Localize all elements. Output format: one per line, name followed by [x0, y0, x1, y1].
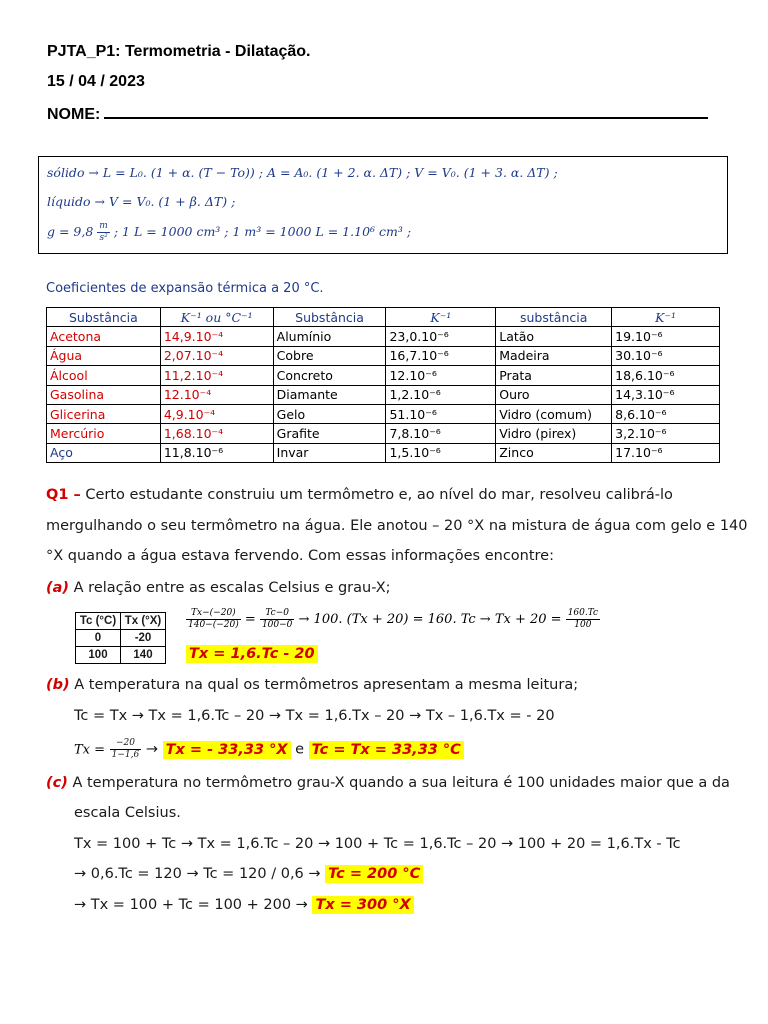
table-cell: 140 [121, 647, 166, 664]
table-row [76, 630, 166, 647]
table-cell: Acetona [47, 327, 161, 346]
table-cell: Cobre [273, 346, 386, 365]
table-cell: Madeira [496, 346, 612, 365]
table-cell: Glicerina [47, 404, 161, 423]
table-cell: 0 [76, 630, 121, 647]
table-row [47, 443, 720, 462]
fraction-minus20: $\frac{-20}{1-1,6}$ [111, 738, 140, 760]
table-cell: Ouro [496, 385, 612, 404]
table-cell: -20 [121, 630, 166, 647]
table-cell: 3,2.10⁻⁶ [612, 424, 720, 443]
name-underline [104, 103, 708, 119]
table-cell: Vidro (pirex) [496, 424, 612, 443]
coef-header: K⁻¹ ou °C⁻¹ [160, 308, 273, 327]
part-a-label: (a) [46, 580, 70, 596]
table-cell: Álcool [47, 366, 161, 385]
calibration-table [75, 612, 166, 664]
formula-liquid: líquido → V = V₀. (1 + β. ΔT) ; [47, 194, 236, 209]
table-cell: Zinco [496, 443, 612, 462]
coef-header: Substância [47, 308, 161, 327]
coef-header: substância [496, 308, 612, 327]
q1-line2: mergulhando o seu termômetro na água. Ele anotou – 20 °X na mistura de água com gelo e 140 [46, 518, 748, 534]
coef-header: K⁻¹ [386, 308, 496, 327]
part-c-text: A temperatura no termômetro grau-X quando a sua leitura é 100 unidades maior que a da [67, 775, 730, 791]
part-a-equation: $\frac{Tx-(-20)}{140-(-20)}$ = $\frac{Tc-0}{100-0}$ → 100. (Tx + 20) = 160. Tc → Tx + 20 = $\frac{160.Tc}{100}$ [188, 608, 599, 630]
q1-label: Q1 – [46, 487, 81, 503]
part-b-line2: Tx = $\frac{-20}{1-1,6}$ → Tx = - 33,33 °X e Tc = Tx = 33,33 °C [74, 738, 464, 761]
gravity-value: g = 9,8 [47, 224, 94, 239]
table-row [47, 424, 720, 443]
formula-units [47, 221, 411, 244]
table-cell: Gasolina [47, 385, 161, 404]
answer-highlight: Tx = 300 °X [312, 896, 413, 914]
table-cell: 100 [76, 647, 121, 664]
name-label: NOME: [47, 106, 101, 123]
table-row [47, 327, 720, 346]
fraction-tx: $\frac{Tx-(-20)}{140-(-20)}$ [188, 608, 239, 630]
table-cell: Mercúrio [47, 424, 161, 443]
table-cell: 8,6.10⁻⁶ [612, 404, 720, 423]
answer-highlight: Tx = - 33,33 °X [163, 741, 291, 759]
coef-header: K⁻¹ [612, 308, 720, 327]
table-cell: 11,8.10⁻⁶ [160, 443, 273, 462]
table-cell: Gelo [273, 404, 386, 423]
q1-text: Certo estudante construiu um termômetro e, ao nível do mar, resolveu calibrá-lo [80, 487, 673, 503]
table-cell: 4,9.10⁻⁴ [160, 404, 273, 423]
table-cell: Concreto [273, 366, 386, 385]
fraction-tc: $\frac{Tc-0}{100-0}$ [261, 608, 293, 630]
table-cell: 16,7.10⁻⁶ [386, 346, 496, 365]
unit-conversions: ; 1 L = 1000 cm³ ; 1 m³ = 1000 L = 1.10⁶ cm³ ; [113, 224, 412, 239]
fraction-160tc: $\frac{160.Tc}{100}$ [567, 608, 599, 630]
part-c-label: (c) [46, 775, 68, 791]
table-cell: Diamante [273, 385, 386, 404]
table-cell: 30.10⁻⁶ [612, 346, 720, 365]
part-b-statement [46, 677, 578, 693]
table-cell: 18,6.10⁻⁶ [612, 366, 720, 385]
part-c-line1: Tx = 100 + Tc → Tx = 1,6.Tc – 20 → 100 + Tc = 1,6.Tc – 20 → 100 + 20 = 1,6.Tx - Tc [74, 836, 681, 852]
table-row [76, 647, 166, 664]
table-cell: 23,0.10⁻⁶ [386, 327, 496, 346]
part-a-text: A relação entre as escalas Celsius e grau-X; [69, 580, 391, 596]
q1-line1 [46, 487, 673, 503]
coef-header: Substância [273, 308, 386, 327]
part-a-answer [186, 646, 318, 662]
table-cell: 12.10⁻⁶ [386, 366, 496, 385]
table-cell: 11,2.10⁻⁴ [160, 366, 273, 385]
table-cell: 14,3.10⁻⁶ [612, 385, 720, 404]
table-row [76, 613, 166, 630]
answer-highlight: Tc = 200 °C [325, 865, 423, 883]
part-b-line1: Tc = Tx → Tx = 1,6.Tc – 20 → Tx = 1,6.Tx – 20 → Tx – 1,6.Tx = - 20 [74, 708, 555, 724]
table-cell: Tc (°C) [76, 613, 121, 630]
part-c-statement-2: escala Celsius. [74, 805, 181, 821]
table-cell: 51.10⁻⁶ [386, 404, 496, 423]
table-row [47, 366, 720, 385]
table-cell: Latão [496, 327, 612, 346]
table-cell: 12.10⁻⁴ [160, 385, 273, 404]
formula-solid: sólido → L = L₀. (1 + α. (T − To)) ; A = A₀. (1 + 2. α. ΔT) ; V = V₀. (1 + 3. α. ΔT) ; [47, 165, 558, 180]
part-c-line2: → 0,6.Tc = 120 → Tc = 120 / 0,6 → Tc = 200 °C [74, 866, 423, 882]
table-cell: Grafite [273, 424, 386, 443]
table-cell: 17.10⁻⁶ [612, 443, 720, 462]
table-cell: Água [47, 346, 161, 365]
table-cell: Aço [47, 443, 161, 462]
part-a-statement [46, 580, 391, 596]
coef-title: Coeficientes de expansão térmica a 20 °C. [46, 281, 324, 296]
table-row [47, 404, 720, 423]
coef-header-row [47, 308, 720, 327]
table-cell: 1,5.10⁻⁶ [386, 443, 496, 462]
answer-highlight: Tx = 1,6.Tc - 20 [186, 645, 318, 663]
part-b-text: A temperatura na qual os termômetros apresentam a mesma leitura; [69, 677, 579, 693]
coef-table [46, 307, 720, 463]
gravity-unit: $\frac{m}{\text{s²}}$ [99, 221, 108, 243]
table-cell: Prata [496, 366, 612, 385]
table-row [47, 385, 720, 404]
part-c-statement [46, 775, 730, 791]
part-c-line3: → Tx = 100 + Tc = 100 + 200 → Tx = 300 °X [74, 897, 414, 913]
part-b-label: (b) [46, 677, 70, 693]
table-cell: Invar [273, 443, 386, 462]
table-cell: 2,07.10⁻⁴ [160, 346, 273, 365]
table-cell: 14,9.10⁻⁴ [160, 327, 273, 346]
formula-box [38, 156, 728, 254]
name-field [47, 103, 708, 124]
q1-line3: °X quando a água estava fervendo. Com essas informações encontre: [46, 548, 554, 564]
page-title: PJTA_P1: Termometria - Dilatação. [47, 43, 311, 60]
table-cell: 1,68.10⁻⁴ [160, 424, 273, 443]
exam-date: 15 / 04 / 2023 [47, 73, 145, 90]
table-cell: 7,8.10⁻⁶ [386, 424, 496, 443]
table-row [47, 346, 720, 365]
table-cell: Tx (°X) [121, 613, 166, 630]
table-cell: Alumínio [273, 327, 386, 346]
table-cell: Vidro (comum) [496, 404, 612, 423]
answer-highlight: Tc = Tx = 33,33 °C [309, 741, 464, 759]
table-cell: 19.10⁻⁶ [612, 327, 720, 346]
table-cell: 1,2.10⁻⁶ [386, 385, 496, 404]
